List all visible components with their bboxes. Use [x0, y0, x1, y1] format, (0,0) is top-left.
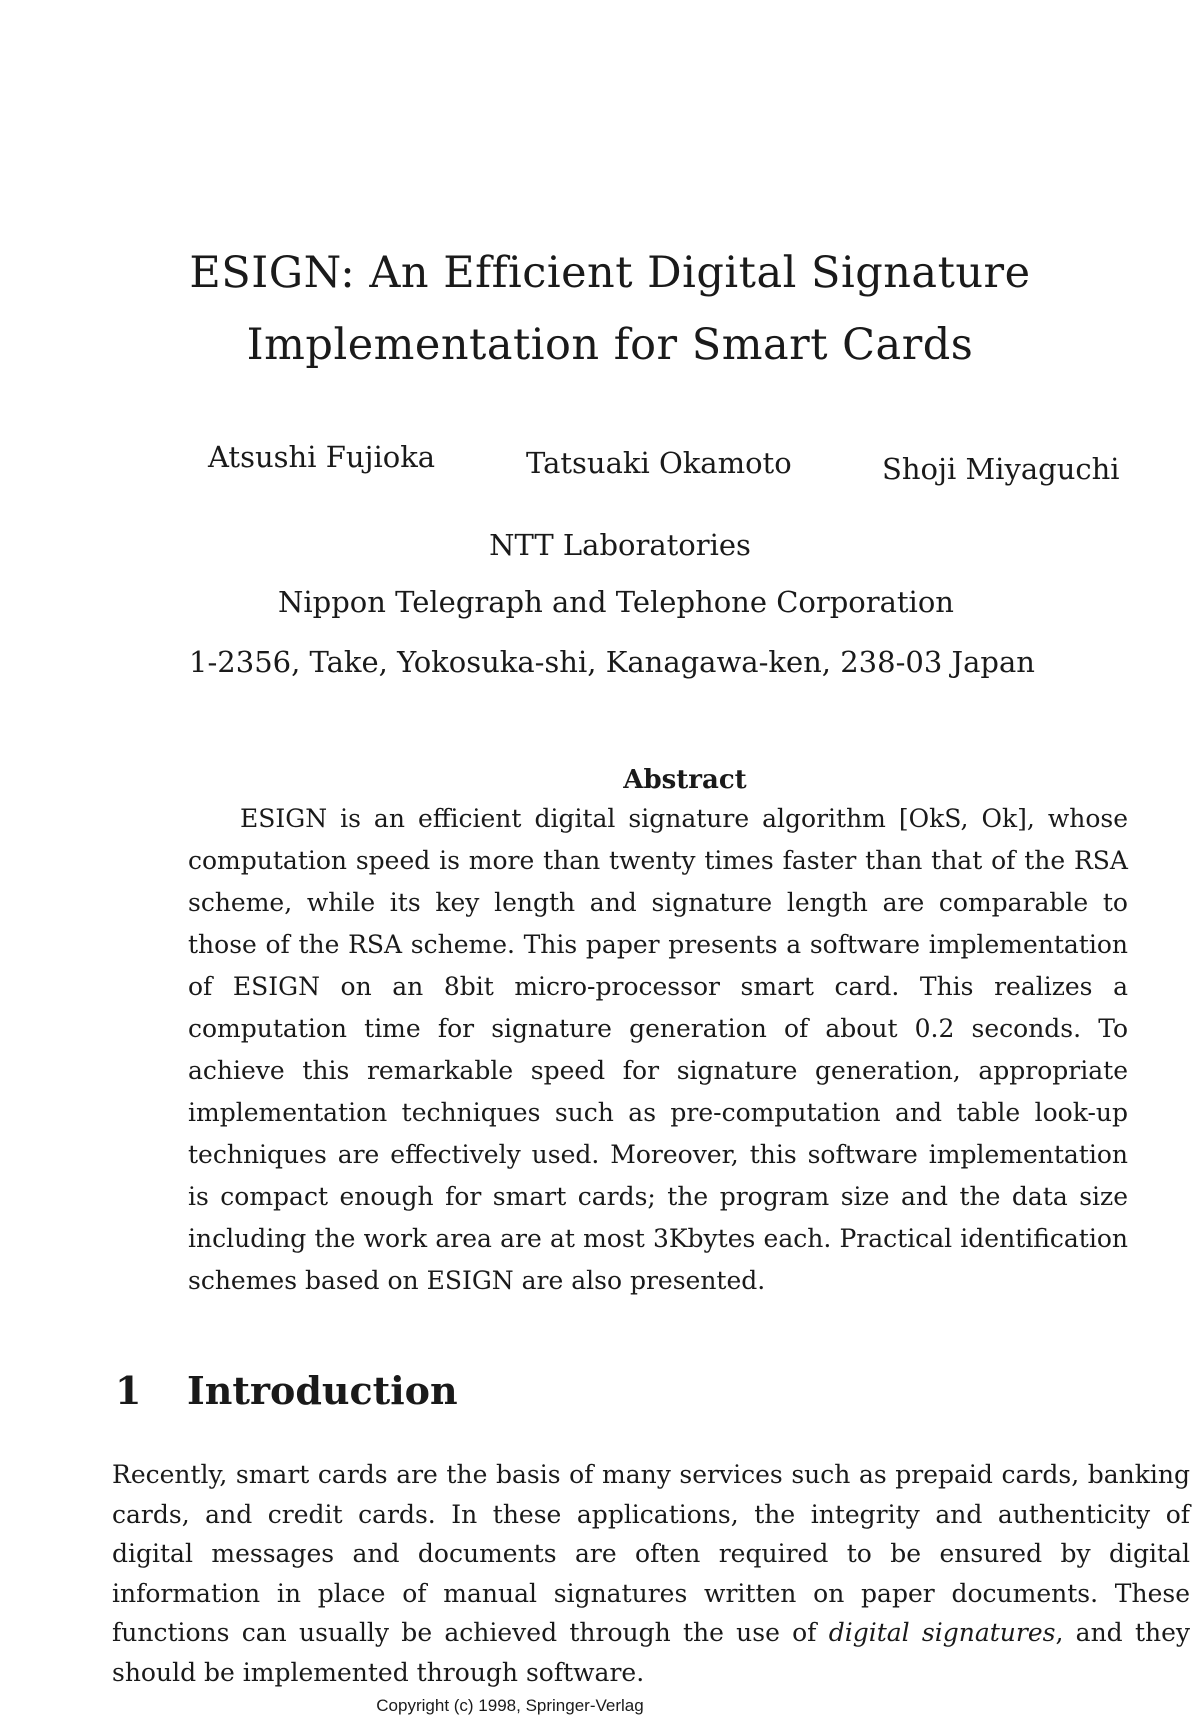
- introduction-paragraph: [112, 1455, 1190, 1692]
- paper-title-line-2: Implementation for Smart Cards: [246, 320, 974, 370]
- author-1: Atsushi Fujioka: [208, 440, 436, 474]
- affiliation-address: 1-2356, Take, Yokosuka-shi, Kanagawa-ken, 238-03 Japan: [189, 645, 1035, 679]
- intro-text-before: Recently, smart cards are the basis of many services such as prepaid cards, banking cards, and credit cards. In these applications, the integrity and authenticity of digital messages and documents are often required to be ensured by digital information in place of manual signatures written on paper documents. These functions can usually be achieved through the use of: [112, 1460, 1190, 1647]
- section-number: 1: [115, 1368, 142, 1413]
- abstract-body: [188, 798, 1128, 1302]
- abstract-heading: Abstract: [623, 765, 747, 795]
- copyright-notice: Copyright (c) 1998, Springer-Verlag: [376, 1696, 644, 1715]
- author-3: Shoji Miyaguchi: [882, 452, 1120, 486]
- paper-title-line-1: ESIGN: An Efficient Digital Signature: [189, 248, 1031, 298]
- affiliation-company: Nippon Telegraph and Telephone Corporation: [278, 585, 954, 619]
- intro-emphasis: digital signatures: [828, 1618, 1056, 1647]
- intro-text-after: , and they should be implemented through software.: [112, 1618, 1191, 1687]
- affiliation-lab: NTT Laboratories: [489, 528, 751, 562]
- section-title: Introduction: [187, 1368, 458, 1413]
- abstract-text: ESIGN is an efficient digital signature algorithm [OkS, Ok], whose computation speed is more than twenty times faster than that of the RSA scheme, while its key length and signature length are comparable to those of the RSA scheme. This paper presents a software implementation of ESIGN on an 8bit micro-processor smart card. This realizes a computation time for signature generation of about 0.2 seconds. To achieve this remarkable speed for signature generation, appropriate implementation techniques such as pre-computation and table look-up techniques are effectively used. Moreover, this software implementation is compact enough for smart cards; the program size and the data size including the work area are at most 3Kbytes each. Practical identification schemes based on ESIGN are also presented.: [188, 804, 1128, 1295]
- author-2: Tatsuaki Okamoto: [526, 446, 792, 480]
- section-heading: [115, 1368, 458, 1413]
